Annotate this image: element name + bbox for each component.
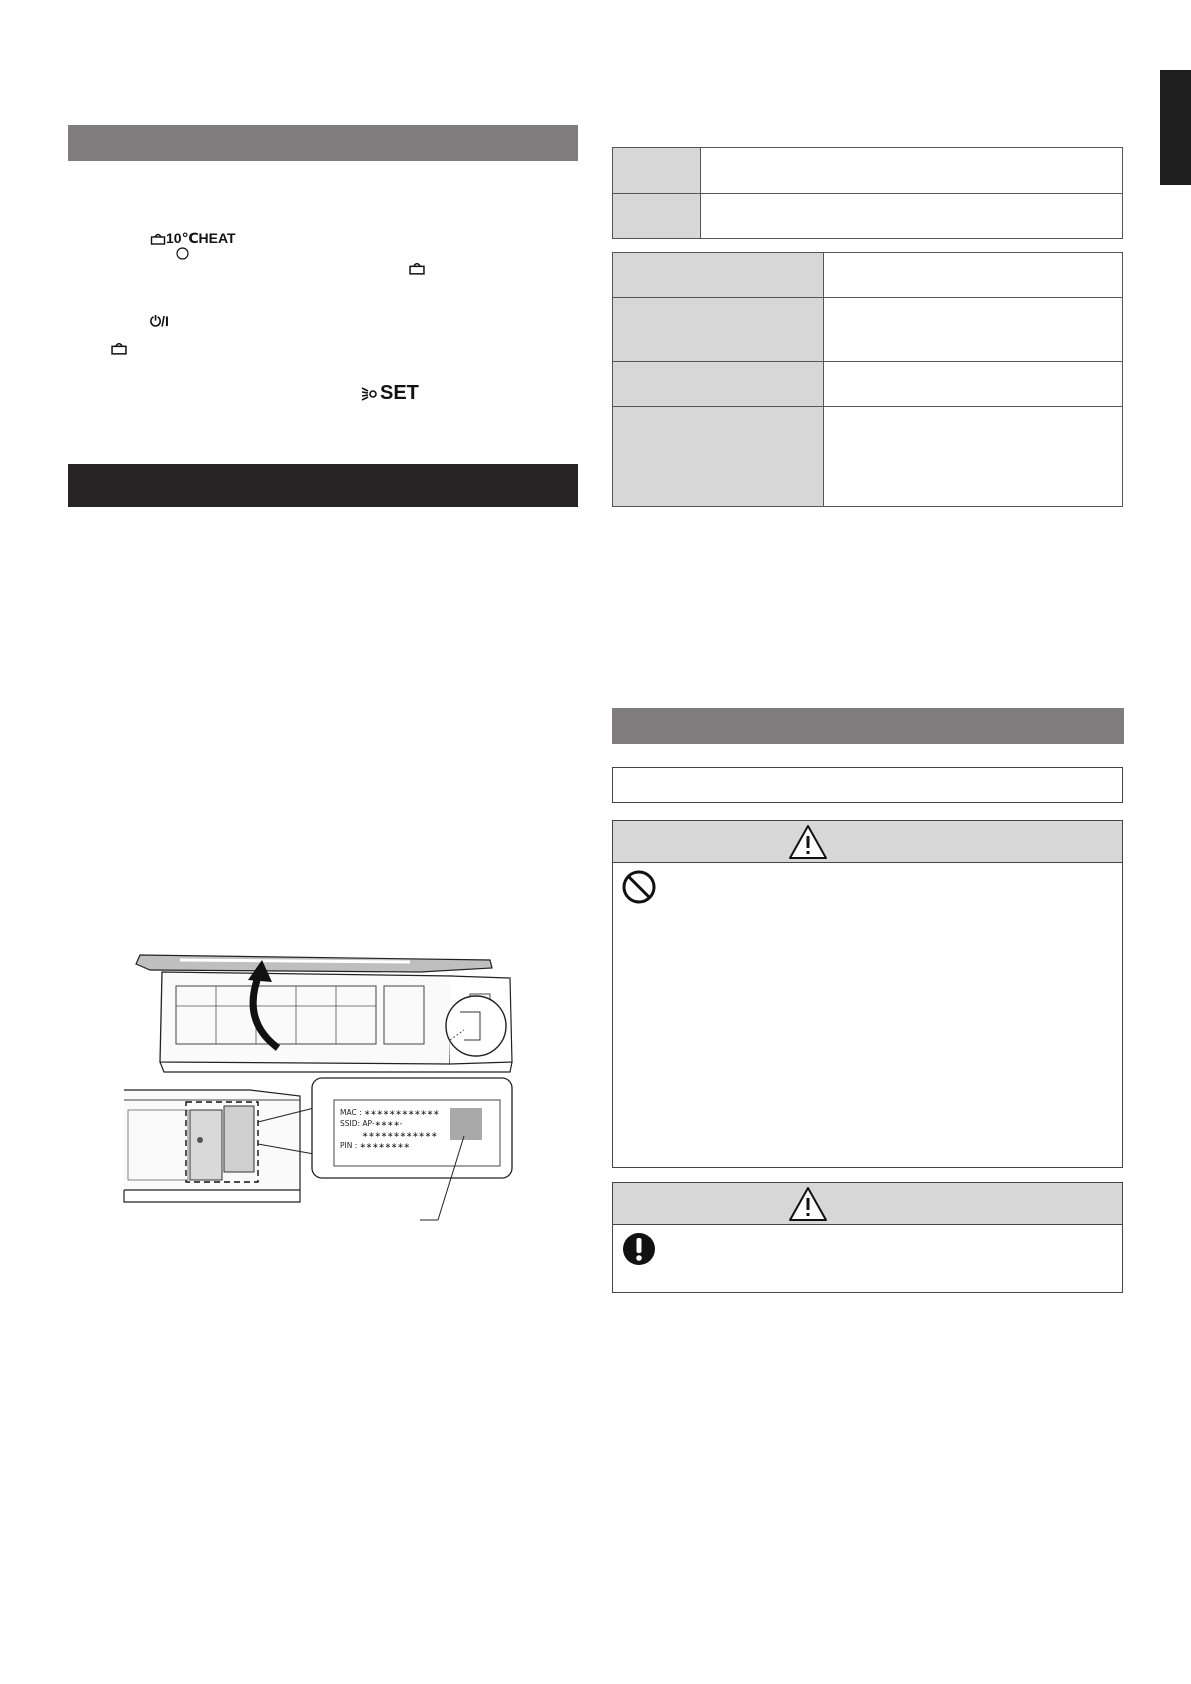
spec-table-small-value-2	[701, 194, 1123, 239]
spec-table-large-value-3	[824, 362, 1123, 407]
spec-table-small-key-1	[613, 148, 701, 194]
label-ssid: SSID: AP-∗∗∗∗-	[340, 1119, 403, 1128]
set-symbol	[360, 382, 419, 404]
section-header-bar	[68, 125, 578, 161]
warning-triangle-icon	[788, 824, 828, 860]
heat-label: 10℃HEAT	[166, 230, 236, 246]
preheat-symbol-inline-2	[110, 339, 128, 356]
wlan-label-card-text	[340, 1107, 439, 1151]
warning-box	[612, 820, 1123, 1168]
preheat-icon	[110, 341, 128, 356]
power-symbol	[150, 313, 169, 329]
spec-table-large-value-1	[824, 253, 1123, 298]
spec-table-large-key-2	[613, 298, 824, 362]
section-header-dark-bar	[68, 464, 578, 507]
label-ssid-cont: ∗∗∗∗∗∗∗∗∗∗∗∗	[362, 1130, 438, 1139]
mandatory-action-icon	[621, 1231, 657, 1267]
language-thumb-tab	[1160, 70, 1191, 185]
prohibition-icon	[621, 869, 657, 905]
warning-box-header	[613, 821, 1122, 863]
spec-table-small-value-1	[701, 148, 1123, 194]
spec-table-large-value-2	[824, 298, 1123, 362]
spec-table-large-key-1	[613, 253, 824, 298]
heat-symbol	[150, 230, 236, 246]
preheat-icon	[408, 261, 426, 276]
indicator-lamp-icon	[176, 247, 189, 260]
label-pin: PIN : ∗∗∗∗∗∗∗∗	[340, 1141, 410, 1150]
preheat-symbol-inline	[408, 259, 426, 276]
warning-triangle-icon	[788, 1186, 828, 1222]
preheat-icon	[150, 232, 166, 246]
label-mac: MAC : ∗∗∗∗∗∗∗∗∗∗∗∗	[340, 1108, 440, 1117]
spec-table-large-key-4	[613, 407, 824, 507]
airflow-set-icon	[360, 384, 380, 404]
caution-box	[612, 1182, 1123, 1293]
spec-table-small	[612, 147, 1123, 239]
spec-table-large	[612, 252, 1123, 507]
spec-table-small-key-2	[613, 194, 701, 239]
notice-box	[612, 767, 1123, 803]
right-section-header-bar	[612, 708, 1124, 744]
spec-table-large-key-3	[613, 362, 824, 407]
wlan-label-location-illustration	[120, 950, 520, 1270]
spec-table-large-value-4	[824, 407, 1123, 507]
power-toggle-icon: ⏻/I	[150, 313, 169, 329]
set-label: SET	[380, 382, 419, 404]
caution-box-header	[613, 1183, 1122, 1225]
